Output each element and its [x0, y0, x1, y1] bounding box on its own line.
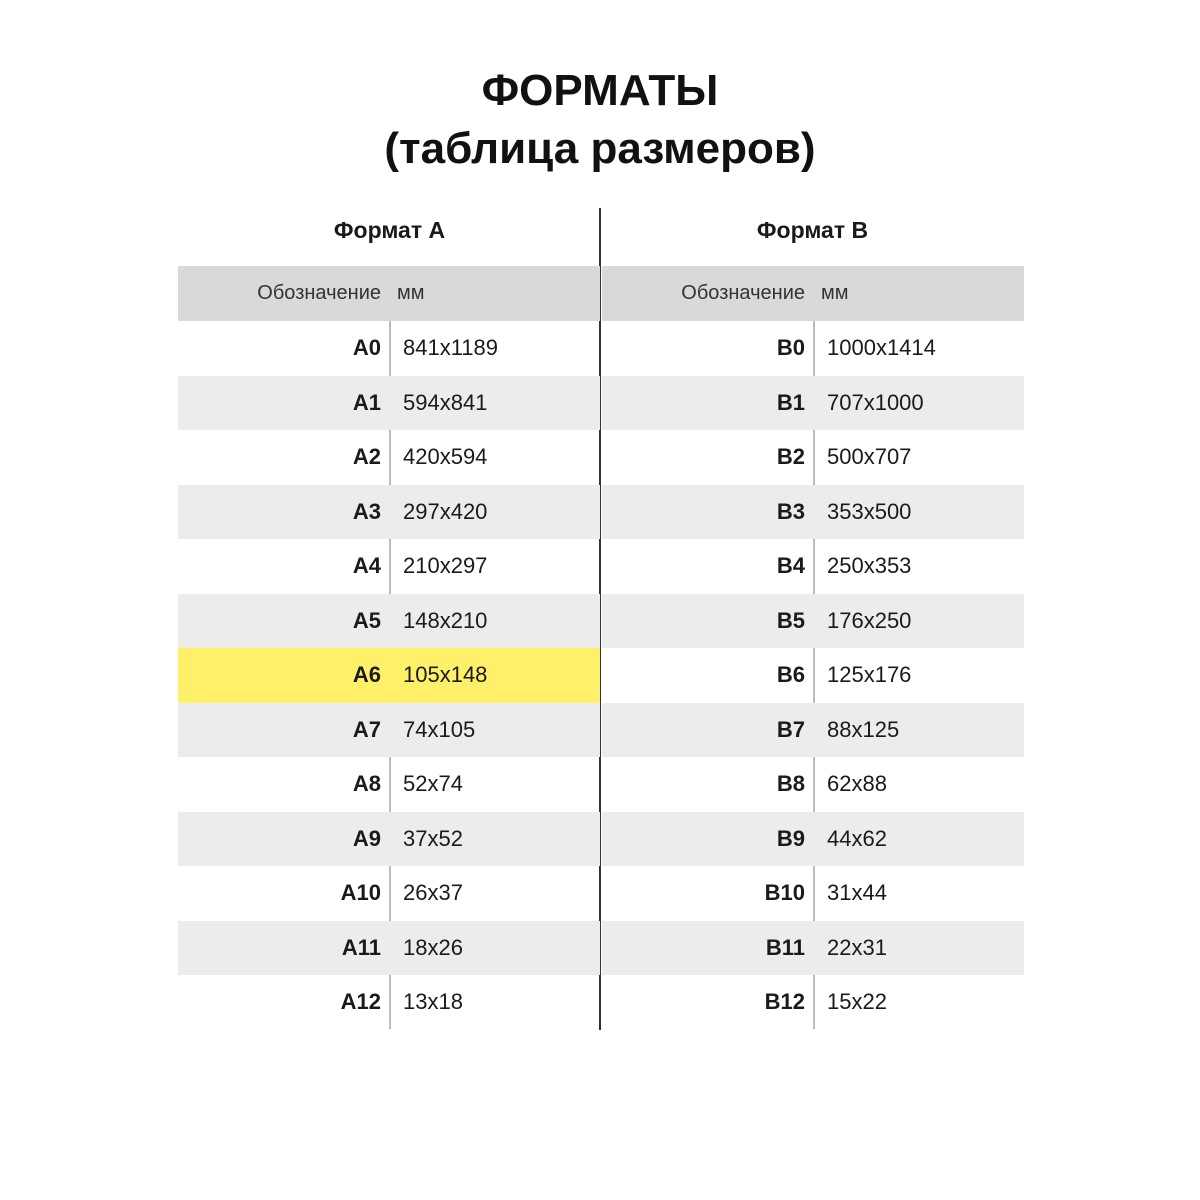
- format-b-table: [602, 266, 1024, 1030]
- format-code: B2: [776, 444, 805, 470]
- format-size: 297x420: [403, 498, 488, 524]
- format-code: B10: [764, 880, 805, 906]
- header-size: мм: [821, 282, 849, 304]
- format-code: B11: [765, 934, 805, 960]
- format-size: 62x88: [827, 771, 887, 797]
- format-code: B1: [776, 389, 805, 415]
- format-code: A8: [352, 771, 381, 797]
- table-row: [178, 539, 600, 594]
- table-row: [602, 975, 1024, 1030]
- format-code: A4: [352, 553, 381, 579]
- format-size: 52x74: [403, 771, 463, 797]
- format-size: 148x210: [403, 607, 488, 633]
- format-a-label: Формат А: [333, 217, 446, 243]
- table-row: [602, 321, 1024, 376]
- format-code: A0: [352, 335, 381, 361]
- table-row: [178, 594, 600, 649]
- format-code: A6: [352, 662, 381, 688]
- format-code: A10: [340, 880, 381, 906]
- table-row: [178, 757, 600, 812]
- table-row: [602, 812, 1024, 867]
- table-row: [178, 975, 600, 1030]
- format-code: A5: [352, 607, 381, 633]
- table-header: [602, 266, 1024, 321]
- format-code: B6: [776, 662, 805, 688]
- format-size: 1000x1414: [827, 335, 936, 361]
- format-size: 15x22: [827, 989, 887, 1015]
- format-size: 13x18: [403, 989, 463, 1015]
- format-size: 125x176: [827, 662, 912, 688]
- format-size: 841x1189: [403, 335, 499, 361]
- table-row: [602, 703, 1024, 758]
- format-size: 500x707: [827, 444, 912, 470]
- format-code: B7: [776, 716, 805, 742]
- format-size: 74x105: [403, 716, 476, 742]
- table-row: [602, 866, 1024, 921]
- table-row: [602, 485, 1024, 540]
- format-code: A2: [352, 444, 381, 470]
- format-code: B12: [764, 989, 805, 1015]
- format-size: 26x37: [403, 880, 463, 906]
- page-title: [0, 62, 1200, 178]
- table-row: [178, 866, 600, 921]
- format-size: 250x353: [827, 553, 912, 579]
- format-size: 105x148: [403, 662, 488, 688]
- format-size: 353x500: [827, 498, 912, 524]
- format-code: B5: [776, 607, 805, 633]
- format-code: A7: [352, 716, 381, 742]
- format-b-label: Формат В: [756, 217, 869, 243]
- table-row: [178, 812, 600, 867]
- format-size: 88x125: [827, 716, 900, 742]
- table-row: [602, 376, 1024, 431]
- format-code: B0: [776, 335, 805, 361]
- table-row: [602, 757, 1024, 812]
- format-size: 18x26: [403, 934, 463, 960]
- table-row: [602, 430, 1024, 485]
- format-code: A1: [352, 389, 381, 415]
- table-row: [602, 921, 1024, 976]
- title-line-1: ФОРМАТЫ: [481, 66, 719, 115]
- header-size: мм: [397, 282, 425, 304]
- format-code: B8: [776, 771, 805, 797]
- header-code: Обозначение: [257, 282, 381, 304]
- table-header: [178, 266, 600, 321]
- title-line-2: (таблица размеров): [384, 124, 816, 173]
- format-size: 707x1000: [827, 389, 924, 415]
- format-code: A12: [340, 989, 381, 1015]
- format-code: A11: [341, 934, 381, 960]
- format-code: B3: [776, 498, 805, 524]
- format-code: B9: [776, 825, 805, 851]
- table-row: [602, 539, 1024, 594]
- format-code: A9: [352, 825, 381, 851]
- format-size: 210x297: [403, 553, 488, 579]
- table-row: [178, 321, 600, 376]
- table-row: [178, 703, 600, 758]
- format-size: 420x594: [403, 444, 488, 470]
- format-size: 37x52: [403, 825, 463, 851]
- format-size: 31x44: [827, 880, 887, 906]
- format-size: 176x250: [827, 607, 912, 633]
- format-code: B4: [776, 553, 805, 579]
- table-row: [602, 648, 1024, 703]
- table-row: [178, 485, 600, 540]
- table-row: [602, 594, 1024, 649]
- table-row-highlighted: [178, 648, 600, 703]
- table-row: [178, 430, 600, 485]
- format-size: 22x31: [827, 934, 887, 960]
- format-code: A3: [352, 498, 381, 524]
- table-row: [178, 376, 600, 431]
- format-size: 44x62: [827, 825, 887, 851]
- header-code: Обозначение: [681, 282, 805, 304]
- format-a-table: [178, 266, 600, 1030]
- table-row: [178, 921, 600, 976]
- format-size: 594x841: [403, 389, 488, 415]
